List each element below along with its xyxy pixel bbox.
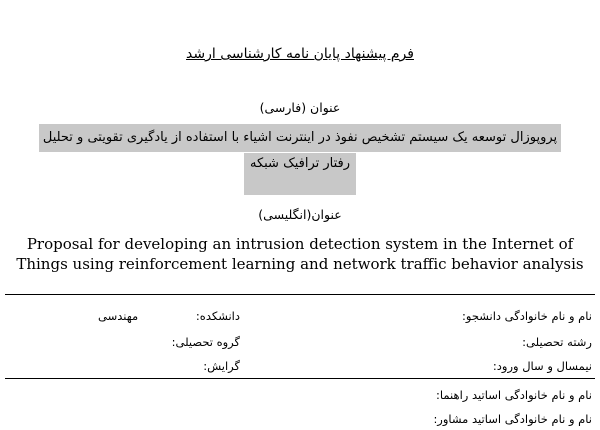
info-row-student xyxy=(0,305,600,327)
persian-title-line-2-text: رفتار ترافیک شبکه xyxy=(244,153,356,195)
faculty-label: دانشکده: xyxy=(195,309,240,323)
persian-title-line-2 xyxy=(0,153,600,177)
persian-title-label: عنوان (فارسی) xyxy=(259,100,341,115)
section-divider-bottom xyxy=(5,378,595,379)
english-title-line-1: Proposal for developing an intrusion detection system in the Internet of xyxy=(26,235,574,253)
entry-semester-label: نیمسال و سال ورود: xyxy=(492,359,592,373)
form-title-text: فرم پیشنهاد پایان نامه کارشناسی ارشد xyxy=(186,46,414,62)
info-row-supervisors xyxy=(0,384,600,406)
department-label: گروه تحصیلی: xyxy=(171,335,240,349)
student-name-label: نام و نام خانوادگی دانشجو: xyxy=(462,309,592,323)
form-title xyxy=(0,46,600,62)
persian-title-line-1-text: پروپوزال توسعه یک سیستم تشخیص نفوذ در اینترنت اشیاء با استفاده از یادگیری تقویتی و تحلیل xyxy=(39,124,561,152)
supervisors-label: نام و نام خانوادگی اساتید راهنما: xyxy=(436,388,592,402)
section-divider-top xyxy=(5,294,595,295)
info-row-field xyxy=(0,331,600,353)
field-of-study-label: رشته تحصیلی: xyxy=(522,335,592,349)
info-row-advisors xyxy=(0,408,600,430)
english-title-label: عنوان(انگلیسی) xyxy=(258,207,342,222)
persian-title-line-1 xyxy=(0,124,600,150)
faculty-value: مهندسی xyxy=(98,309,139,323)
info-row-semester xyxy=(0,355,600,377)
advisors-label: نام و نام خانوادگی اساتید مشاور: xyxy=(433,412,592,426)
english-title xyxy=(10,234,590,274)
specialization-label: گرایش: xyxy=(203,359,240,373)
english-title-line-2: Things using reinforcement learning and network traffic behavior analysis xyxy=(16,255,584,273)
